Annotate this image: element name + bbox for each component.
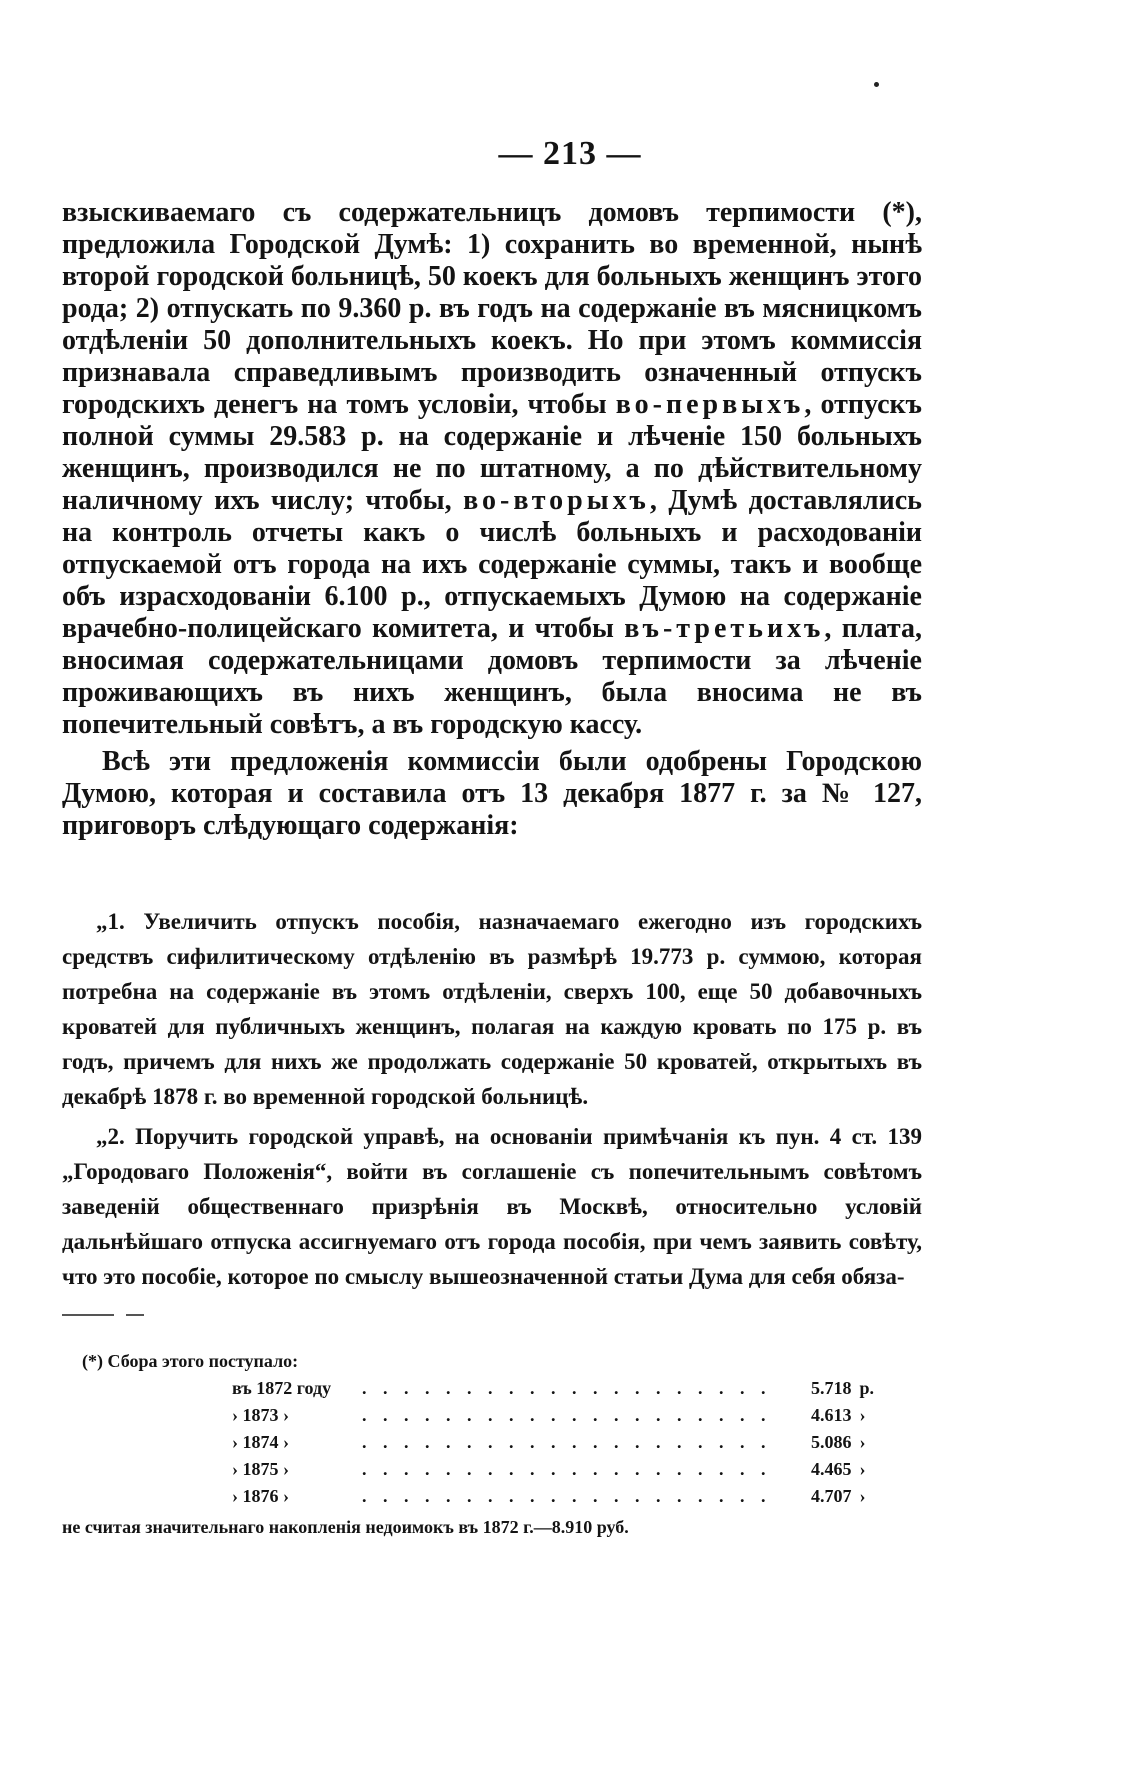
table-row: › 1874 › . . . . . . . . . . . . . . . . . . . . 5.086 › bbox=[232, 1432, 866, 1452]
table-row: въ 1872 году . . . . . . . . . . . . . . . . . . . . 5.718 р. bbox=[232, 1378, 875, 1398]
spaced-word: въ-третьихъ bbox=[624, 613, 825, 644]
footnote-divider bbox=[62, 1314, 114, 1316]
page-number: — 213 — bbox=[498, 135, 642, 172]
decree-text bbox=[62, 904, 922, 1299]
paragraph-duma-approval: Всѣ эти предложенія коммиссіи были одобрены Городскою Думою, которая и составила отъ 13 декабря 1877 г. за № 127, приговоръ слѣдующаго содержанія: bbox=[62, 746, 922, 841]
footnote-divider bbox=[126, 1314, 144, 1316]
footnote-intro: (*) Сбора этого поступало: bbox=[82, 1351, 299, 1371]
paragraph-commission-proposal: взыскиваемаго съ содержательницъ домовъ терпимости (*), предложила Городской Думѣ: 1) сохранить во временной, нынѣ второй городской больницѣ, 50 коекъ для больныхъ женщинъ этого рода; 2) отпускать по 9.360 р. въ годъ на содержаніе въ мясницкомъ отдѣленіи 50 дополнительныхъ коекъ. Но при этомъ коммиссія признавала справедливымъ производить означенный отпускъ городскихъ денегъ на томъ условіи, чтобы во-первыхъ, отпускъ полной суммы 29.583 р. на содержаніе и лѣченіе 150 больныхъ женщинъ, производился не по штатному, а по дѣйствительному наличному ихъ числу; чтобы, во-вторыхъ, Думѣ доставлялись на контроль отчеты какъ о числѣ больныхъ и расходованіи отпускаемой отъ города на ихъ содержаніе суммы, такъ и вообще объ израсходованіи 6.100 р., отпускаемыхъ Думою на содержаніе врачебно-полицейскаго комитета, и чтобы въ-третьихъ, плата, вносимая содержательницами домовъ терпимости за лѣченіе проживающихъ въ нихъ женщинъ, была вносима не въ попечительный совѣтъ, а въ городскую кассу. bbox=[62, 197, 922, 740]
table-row: › 1875 › . . . . . . . . . . . . . . . . . . . . 4.465 › bbox=[232, 1459, 866, 1479]
main-text bbox=[62, 197, 922, 842]
spaced-word: во-первыхъ bbox=[615, 389, 805, 420]
footnote-note: не считая значительнаго накопленія недоимокъ въ 1872 г.—8.910 руб. bbox=[62, 1517, 629, 1537]
decree-item-1: „1. Увеличить отпускъ пособія, назначаемаго ежегодно изъ городскихъ средствъ сифилитическому отдѣленію въ размѣрѣ 19.773 р. суммою, которая потребна на содержаніе въ этомъ отдѣленіи, сверхъ 100, еще 50 добавочныхъ кроватей для публичныхъ женщинъ, полагая на каждую кровать по 175 р. въ годъ, причемъ для нихъ же продолжать содержаніе 50 кроватей, открытыхъ въ декабрѣ 1878 г. во временной городской больницѣ. bbox=[62, 909, 922, 1109]
decree-item-2: „2. Поручить городской управѣ, на основаніи примѣчанія къ пун. 4 ст. 139 „Городоваго Положенія“, войти въ соглашеніе съ попечительнымъ совѣтомъ заведеній общественнаго призрѣнія въ Москвѣ, относительно условій дальнѣйшаго отпуска ассигнуемаго отъ города пособія, при чемъ заявить совѣту, что это пособіе, которое по смыслу вышеозначенной статьи Дума для себя обяза- bbox=[62, 1124, 922, 1289]
footnote bbox=[62, 1348, 942, 1541]
scan-speck bbox=[874, 82, 879, 87]
spaced-word: во-вторыхъ bbox=[463, 485, 650, 516]
collections-table bbox=[232, 1375, 890, 1510]
table-row: › 1876 › . . . . . . . . . . . . . . . . . . . . 4.707 › bbox=[232, 1486, 866, 1506]
table-row: › 1873 › . . . . . . . . . . . . . . . . . . . . 4.613 › bbox=[232, 1405, 866, 1425]
